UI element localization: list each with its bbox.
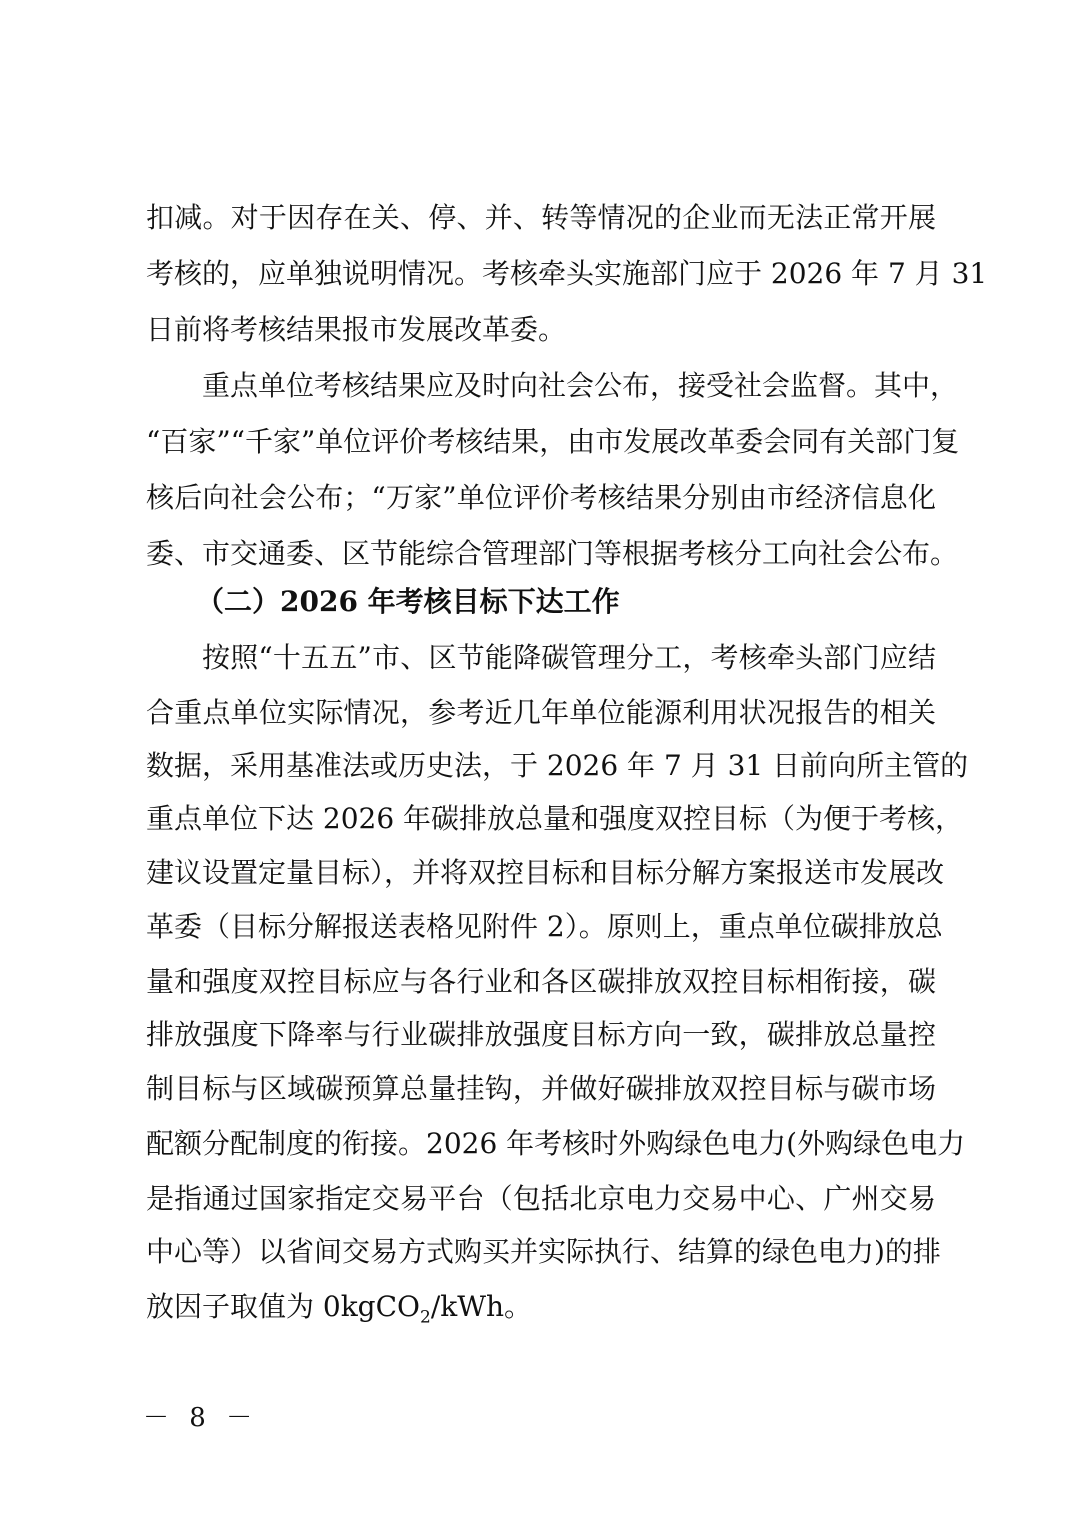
body-text-line: 扣减。对于因存在关、停、并、转等情况的企业而无法正常开展 <box>146 201 936 234</box>
body-text-line: 合重点单位实际情况，参考近几年单位能源利用状况报告的相关 <box>146 696 936 729</box>
paragraph-first-line: 按照“十五五”市、区节能降碳管理分工，考核牵头部门应结 <box>202 641 936 674</box>
body-text-line: 考核的，应单独说明情况。考核牵头实施部门应于 2026 年 7 月 31 <box>146 257 988 290</box>
section-heading: （二）2026 年考核目标下达工作 <box>196 585 620 618</box>
body-text-line: 排放强度下降率与行业碳排放强度目标方向一致，碳排放总量控 <box>146 1018 936 1051</box>
body-text-line: 配额分配制度的衔接。2026 年考核时外购绿色电力(外购绿色电力 <box>146 1127 966 1160</box>
body-text-line: 中心等）以省间交易方式购买并实际执行、结算的绿色电力)的排 <box>146 1235 941 1268</box>
body-text-line: 数据，采用基准法或历史法，于 2026 年 7 月 31 日前向所主管的 <box>146 749 969 782</box>
page-number: － 8 － <box>143 1403 259 1433</box>
co2-subscript: 2 <box>420 1307 431 1328</box>
paragraph-first-line: 重点单位考核结果应及时向社会公布，接受社会监督。其中， <box>202 369 959 402</box>
body-text-line: 是指通过国家指定交易平台（包括北京电力交易中心、广州交易 <box>146 1182 936 1215</box>
body-text-line: 量和强度双控目标应与各行业和各区碳排放双控目标相衔接，碳 <box>146 965 936 998</box>
body-text-line: 核后向社会公布；“万家”单位评价考核结果分别由市经济信息化 <box>146 481 936 514</box>
paragraph-last-line <box>146 1287 936 1327</box>
body-text-line: 日前将考核结果报市发展改革委。 <box>146 313 567 346</box>
emission-factor-text: 放因子取值为 0kgCO <box>146 1290 420 1323</box>
body-text-line: 建议设置定量目标），并将双控目标和目标分解方案报送市发展改 <box>146 856 945 889</box>
body-text-line: 重点单位下达 2026 年碳排放总量和强度双控目标（为便于考核， <box>146 802 964 835</box>
emission-factor-unit: /kWh。 <box>430 1290 533 1323</box>
body-text-line: 制目标与区域碳预算总量挂钩，并做好碳排放双控目标与碳市场 <box>146 1072 936 1105</box>
body-text-line: 革委（目标分解报送表格见附件 2）。原则上，重点单位碳排放总 <box>146 910 943 943</box>
body-text-line: “百家”“千家”单位评价考核结果，由市发展改革委会同有关部门复 <box>146 425 960 458</box>
body-text-line: 委、市交通委、区节能综合管理部门等根据考核分工向社会公布。 <box>146 537 959 570</box>
